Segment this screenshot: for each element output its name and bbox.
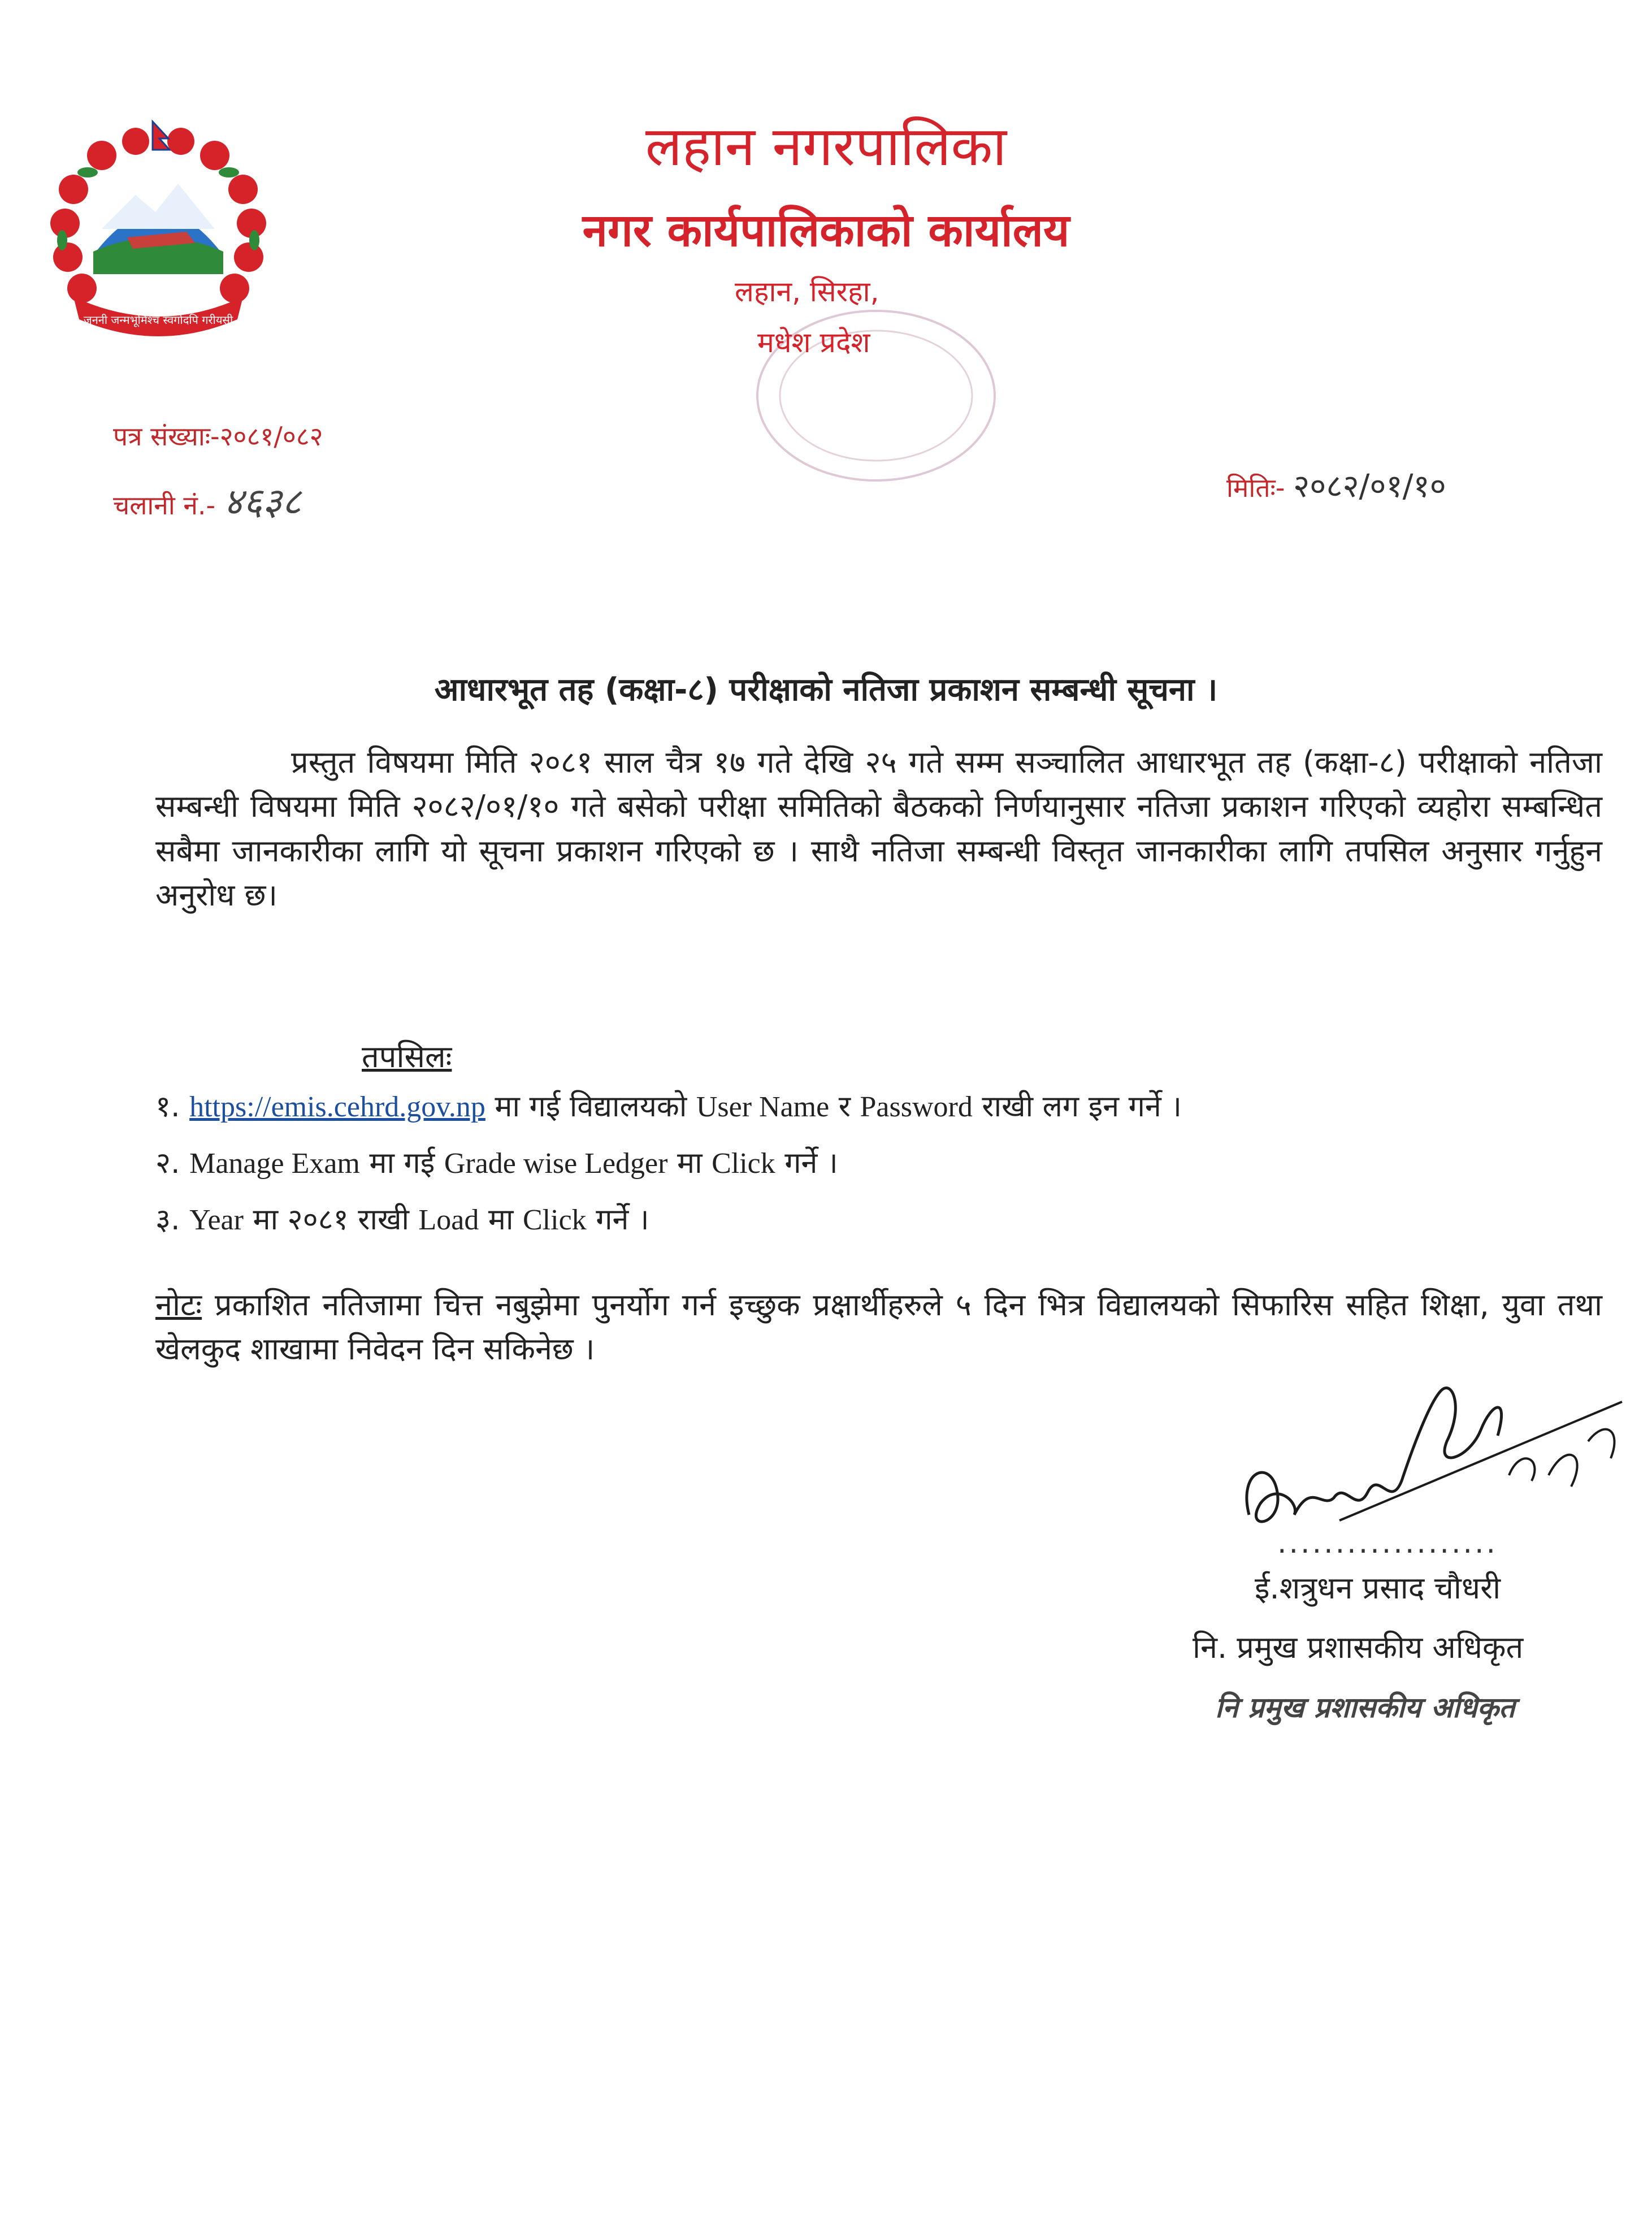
step-text: राखी लग इन गर्ने ।	[972, 1090, 1182, 1124]
office-address-line1: लहान, सिरहा,	[735, 275, 879, 308]
emis-link[interactable]: https://emis.cehrd.gov.np	[189, 1091, 485, 1123]
step-text: मा गई	[359, 1146, 444, 1180]
office-name: नगर कार्यपालिकाको कार्यालय	[582, 204, 1070, 257]
patra-sankhya	[113, 418, 323, 453]
notice-body-text: प्रस्तुत विषयमा मिति २०८१ साल चैत्र १७ गते देखि २५ गते सम्म सञ्चालित आधारभूत तह (कक्षा-८) परीक्षाको नतिजा सम्बन्धी विषयमा मिति २०८२/०१/१० गते बसेको परीक्षा समितिको बैठकको निर्णयानुसार नतिजा प्रकाशन गरिएको व्यहोरा सम्बन्धित सबैमा जानकारीका लागि यो सूचना प्रकाशन गरिएको छ । साथै नतिजा सम्बन्धी विस्तृत जानकारीका लागि तपसिल अनुसार गर्नुहुन अनुरोध छ।	[155, 744, 1602, 913]
step-text: Grade wise Ledger	[444, 1147, 668, 1180]
step-text: Click	[712, 1147, 775, 1180]
signatory-name: ई.शत्रुधन प्रसाद चौधरी	[1255, 1570, 1501, 1606]
patra-sankhya-label: पत्र संख्याः-	[113, 421, 220, 452]
step-text: मा २०८१ राखी	[243, 1203, 419, 1237]
note-label: नोटः	[155, 1287, 202, 1323]
step-number: २.	[155, 1146, 180, 1180]
step-number: १.	[155, 1090, 180, 1124]
step-text: Click	[523, 1204, 587, 1236]
step-1	[155, 1085, 1182, 1125]
step-text: र	[829, 1090, 860, 1124]
notice-body	[155, 740, 1602, 917]
date-value: २०८२/०१/१०	[1293, 468, 1446, 505]
date-label: मितिः-	[1226, 473, 1285, 503]
step-2	[155, 1142, 838, 1182]
step-text: मा	[667, 1146, 712, 1180]
date	[1226, 463, 1446, 506]
notice-title: आधारभूत तह (कक्षा-८) परीक्षाको नतिजा प्रकाशन सम्बन्धी सूचना ।	[434, 671, 1218, 708]
signatory-stamp: नि प्रमुख प्रशासकीय अधिकृत	[1215, 1691, 1515, 1724]
chalani-label: चलानी नं.-	[113, 490, 216, 521]
patra-sankhya-value: २०८१/०८२	[219, 421, 323, 452]
step-text: Manage Exam	[189, 1147, 360, 1180]
office-address-line2: मधेश प्रदेश	[757, 326, 870, 359]
step-text: Year	[189, 1204, 244, 1236]
step-text: गर्ने ।	[586, 1203, 649, 1237]
note-text: प्रकाशित नतिजामा चित्त नबुझेमा पुनर्योग गर्न इच्छुक प्रक्षार्थीहरुले ५ दिन भित्र विद्यालयको सिफारिस सहित शिक्षा, युवा तथा खेलकुद शाखामा निवेदन दिन सकिनेछ ।	[155, 1287, 1602, 1367]
step-text: गर्ने ।	[775, 1146, 838, 1180]
step-text: मा	[479, 1203, 523, 1237]
step-text: User Name	[696, 1091, 830, 1123]
signature-dots: ...................	[1277, 1526, 1498, 1560]
step-text: मा गई विद्यालयको	[485, 1090, 696, 1124]
step-text: Load	[418, 1204, 479, 1236]
municipality-name: लहान नगरपालिका	[645, 115, 1007, 178]
steps-heading: तपसिलः	[362, 1039, 452, 1074]
step-number: ३.	[155, 1203, 180, 1237]
emblem-motto: जननी जन्मभूमिश्च स्वर्गादपि गरीयसी	[83, 313, 233, 327]
chalani-number	[113, 475, 301, 526]
step-text: Password	[860, 1091, 973, 1123]
signatory-title: नि. प्रमुख प्रशासकीय अधिकृत	[1193, 1630, 1524, 1665]
chalani-value: ४६३८	[223, 480, 302, 523]
step-3	[155, 1198, 649, 1238]
